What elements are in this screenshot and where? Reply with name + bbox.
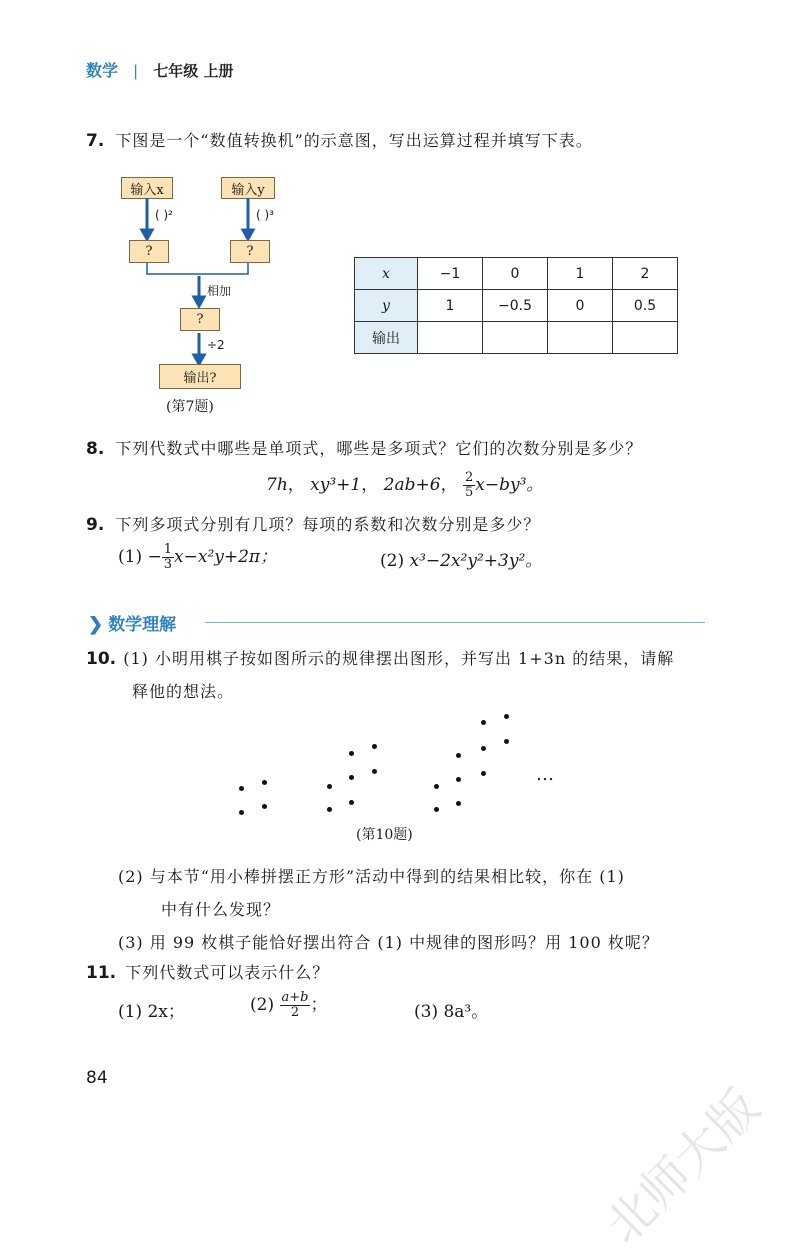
chess-piece [262,804,267,809]
question-8 [86,436,642,459]
question-number: 8. [86,439,105,459]
arrowhead-y [243,230,253,239]
arrowhead-divide [194,355,204,364]
question-number: 7. [86,131,105,151]
table-row [355,290,678,322]
table-row [355,322,678,354]
table-cell-blank [418,322,483,354]
divide-label: ÷2 [207,338,225,352]
question-text: 下列代数式中哪些是单项式，哪些是多项式？它们的次数分别是多少？ [115,439,643,458]
table-cell: −1 [418,258,483,290]
value-table [354,257,678,354]
chess-piece [327,807,332,812]
fraction: $\frac{1}{3}$ [163,542,173,572]
question-10 [86,646,674,669]
chess-piece [327,784,332,789]
table-cell-blank [483,322,548,354]
figure-caption-7: (第7题) [166,399,214,415]
table-cell: 0.5 [613,290,678,322]
chess-piece [372,744,377,749]
section-title: 数学理解 [108,615,177,635]
part-1-text: (1) 小明用棋子按如图所示的规律摆出图形，并写出 1+3n 的结果，请解 [123,649,675,668]
chess-piece [504,714,509,719]
section-header [88,610,176,635]
chess-piece [239,786,244,791]
q11-item-1: (1) 2x； [118,1002,185,1022]
table-cell: −0.5 [483,290,548,322]
row-head-output: 输出 [355,322,418,354]
table-cell-blank [613,322,678,354]
table-cell: 2 [613,258,678,290]
result-x-box: ? [129,240,169,263]
arrowhead-x [142,230,152,239]
chess-piece [262,780,267,785]
part-2-continued: 中有什么发现？ [161,900,281,919]
input-x-box: 输入x [121,177,173,199]
sum-box: ? [180,308,220,331]
q11-item-2: (2) $\frac{a+b}{2}$ ； [250,990,328,1020]
table-cell-blank [548,322,613,354]
question-9 [86,512,540,535]
merge-line [147,262,248,274]
chess-piece [456,801,461,806]
question-number: 9. [86,515,105,535]
op-cube-label: ( )³ [256,208,274,222]
chess-piece [349,775,354,780]
watermark: 北师大版 [595,1078,771,1255]
fraction: $\frac{2}{5}$ [464,470,474,500]
table-cell: 0 [548,290,613,322]
table-cell: 1 [418,290,483,322]
question-text: 下列代数式可以表示什么？ [125,963,330,982]
q9-item-2: (2) x³−2x²y²+3y²。 [380,551,543,571]
table-cell: 1 [548,258,613,290]
header-separator: | [133,62,139,80]
chevron-right-icon: ❯ [88,614,104,635]
table-row [355,258,678,290]
result-y-box: ? [230,240,270,263]
part-2-text: (2) 与本节“用小棒拼摆正方形”活动中得到的结果相比较，你在 (1) [118,867,625,886]
expression: 7h [266,475,288,495]
chess-piece [349,751,354,756]
expression: 2ab+6 [383,475,441,495]
part-3-text: (3) 用 99 枚棋子能恰好摆出符合 (1) 中规律的图形吗？用 100 枚呢？ [118,933,659,952]
table-cell: 0 [483,258,548,290]
output-box: 输出? [159,364,241,389]
figure-caption-10: (第10题) [356,827,413,843]
chess-piece [434,807,439,812]
chess-piece [481,746,486,751]
chess-piece [372,769,377,774]
page-number: 84 [86,1068,108,1088]
chess-piece [434,784,439,789]
q8-expressions: 7h， xy³+1， 2ab+6， $\frac{2}{5}$ x−by³。 [266,470,544,500]
add-label: 相加 [207,284,232,298]
section-rule [205,622,705,623]
chess-piece [349,800,354,805]
question-text: 下图是一个“数值转换机”的示意图，写出运算过程并填写下表。 [115,131,593,150]
chess-piece [481,771,486,776]
expression: x−by³。 [475,475,544,495]
chess-piece [504,739,509,744]
chess-piece [456,753,461,758]
fraction: $\frac{a+b}{2}$ [281,990,309,1020]
q9-item-1: (1) − $\frac{1}{3}$ x−x²y+2π； [118,542,278,572]
question-11 [86,960,329,983]
chess-piece [239,810,244,815]
flow-arrows [0,0,800,420]
question-text: 下列多项式分别有几项？每项的系数和次数分别是多少？ [115,515,541,534]
part-1-continued: 释他的想法。 [132,682,235,701]
op-square-label: ( )² [155,208,173,222]
subject-title: 数学 [86,61,119,80]
chess-piece [481,720,486,725]
row-head-x: x [355,258,418,290]
arrowhead-sum [194,297,204,306]
expression: xy³+1 [310,475,362,495]
question-number: 10. [86,649,117,669]
input-y-box: 输入y [221,177,275,199]
q11-item-3: (3) 8a³。 [414,1002,489,1022]
chess-piece [456,777,461,782]
question-number: 11. [86,963,117,983]
ellipsis: … [536,764,554,785]
book-title: 七年级 上册 [153,62,234,80]
row-head-y: y [355,290,418,322]
